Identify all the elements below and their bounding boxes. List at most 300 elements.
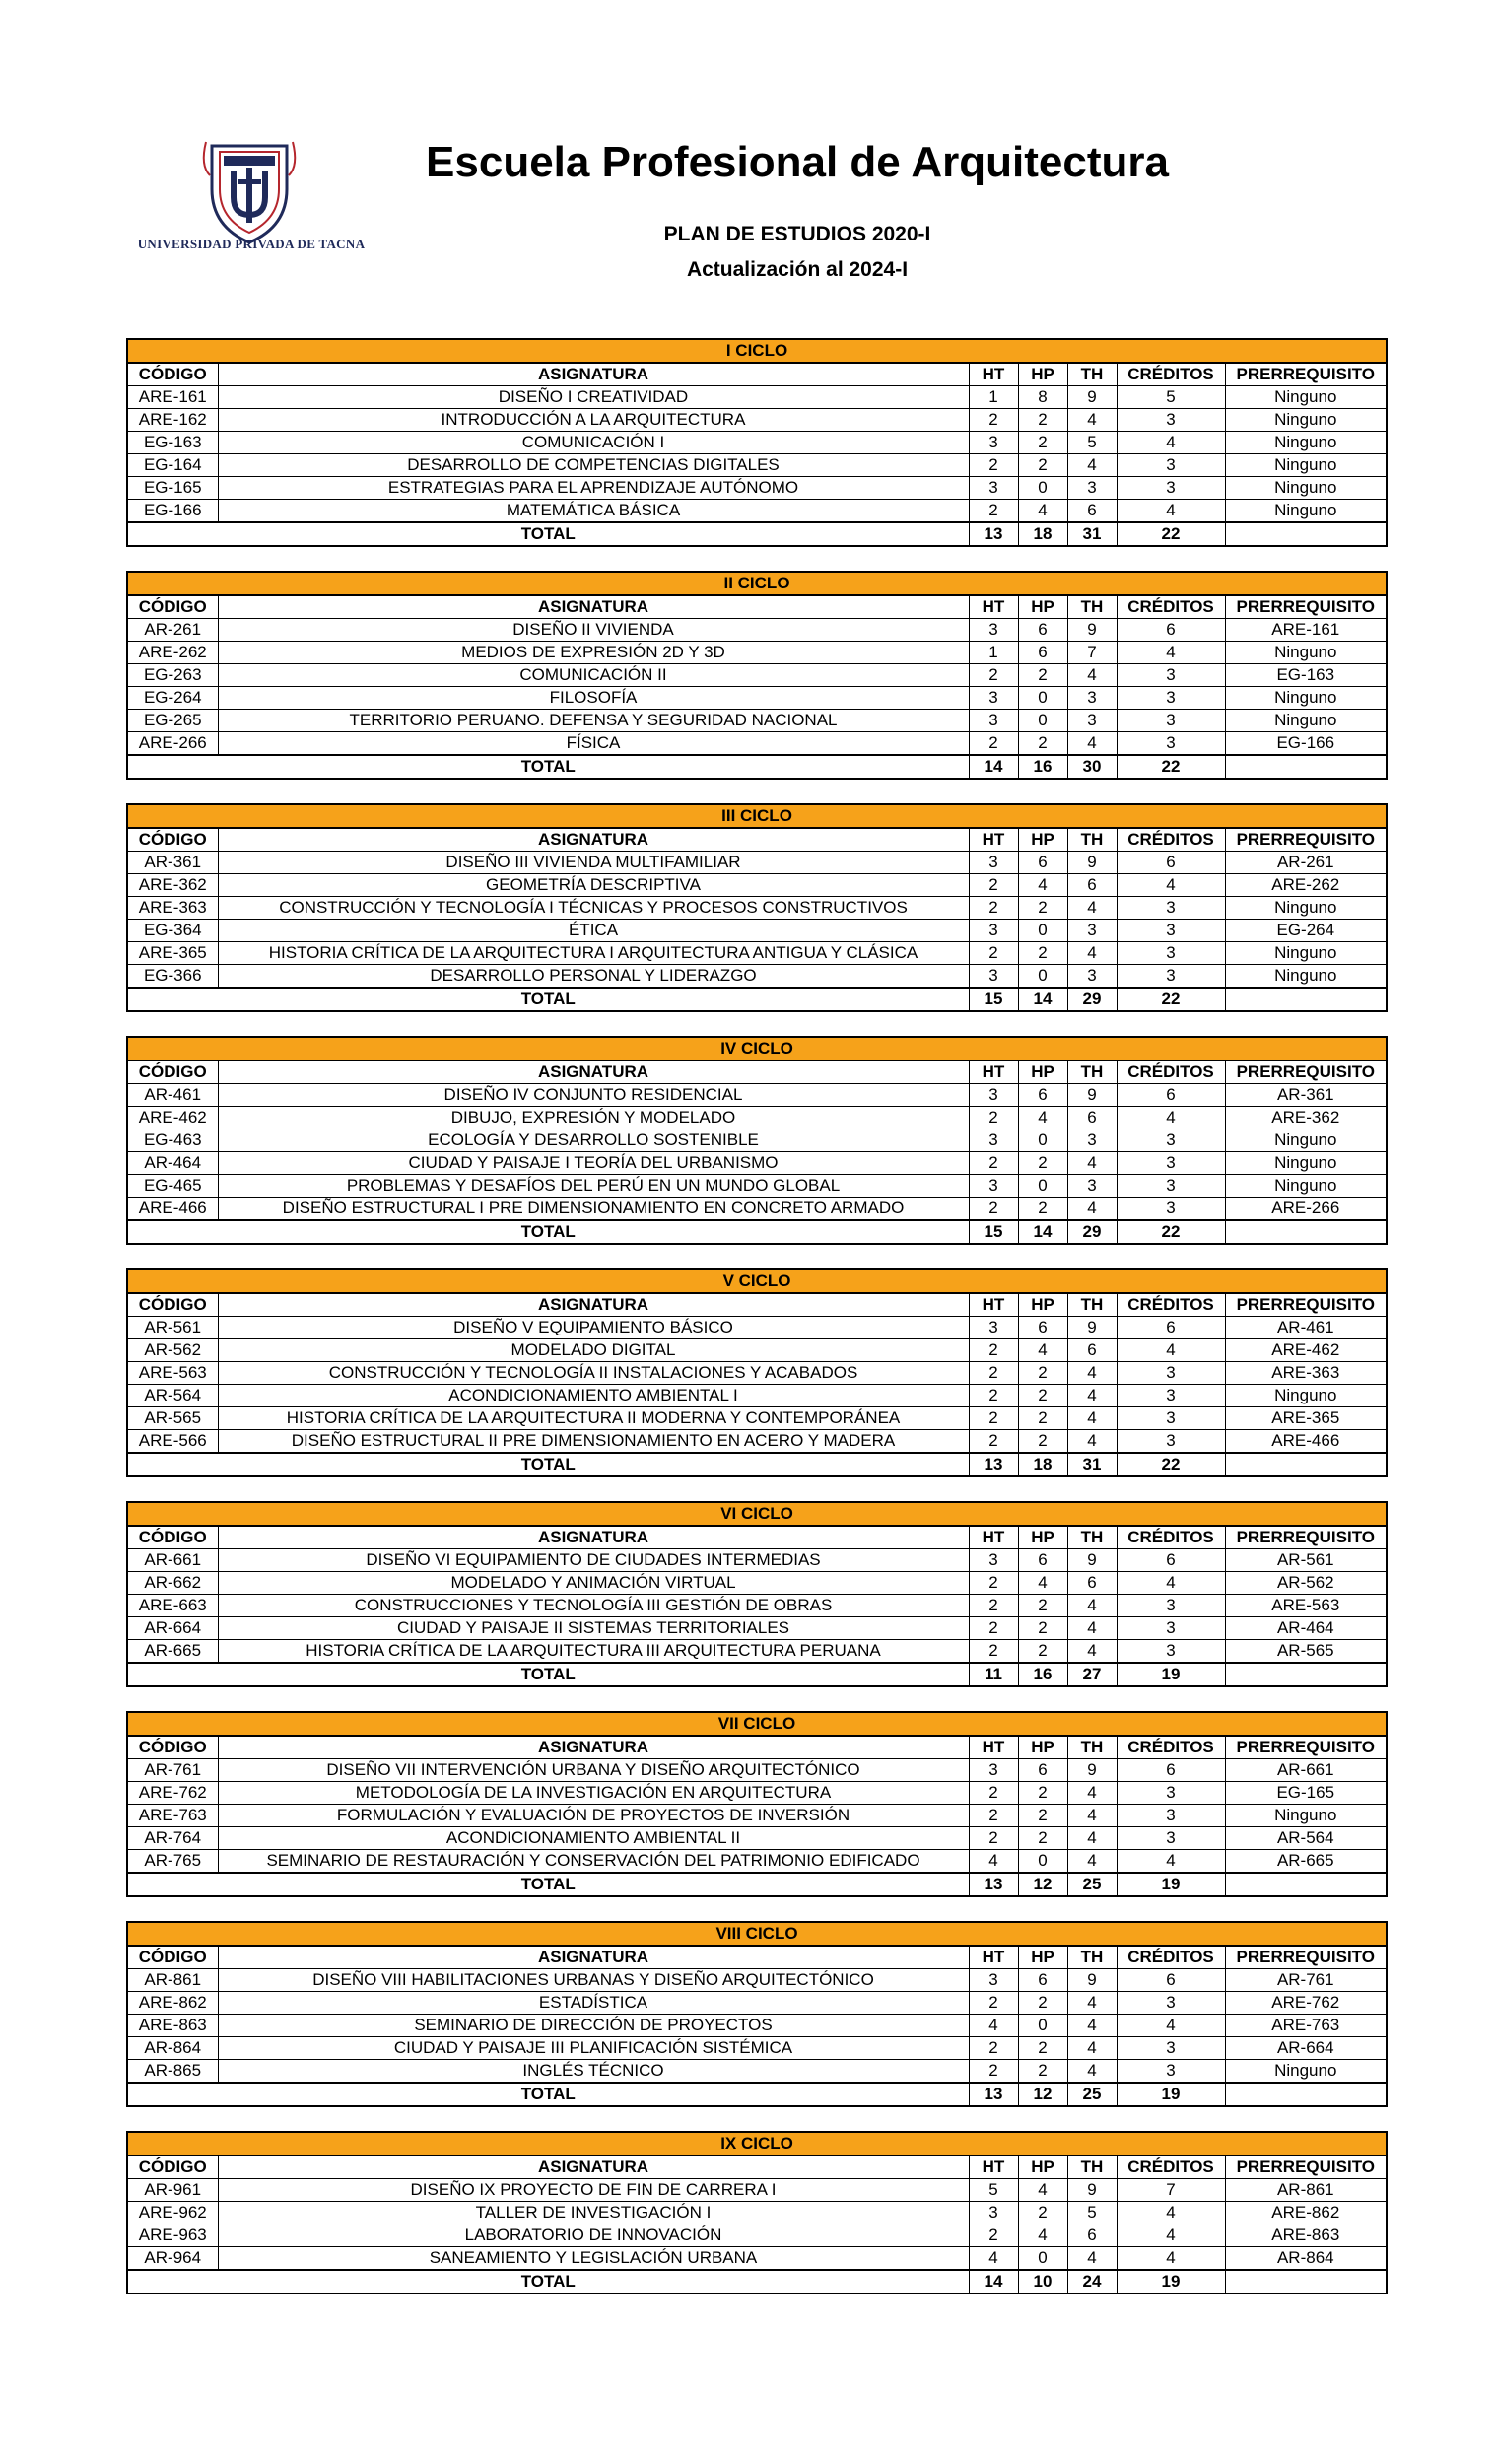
course-ht: 3	[969, 687, 1018, 710]
course-th: 3	[1067, 965, 1117, 989]
course-code: ARE-762	[127, 1782, 218, 1805]
col-header-hp: HP	[1018, 1526, 1067, 1549]
course-prereq: EG-163	[1225, 664, 1387, 687]
course-th: 4	[1067, 1407, 1117, 1430]
course-name: GEOMETRÍA DESCRIPTIVA	[218, 874, 969, 897]
course-code: AR-664	[127, 1617, 218, 1640]
course-name: FORMULACIÓN Y EVALUACIÓN DE PROYECTOS DE INVERSIÓN	[218, 1805, 969, 1827]
cycle-block	[126, 1921, 1386, 2107]
course-th: 9	[1067, 386, 1117, 409]
course-name: COMUNICACIÓN II	[218, 664, 969, 687]
course-hp: 4	[1018, 1572, 1067, 1595]
course-prereq: AR-761	[1225, 1969, 1387, 1992]
course-prereq: ARE-862	[1225, 2202, 1387, 2224]
total-hp: 14	[1018, 1220, 1067, 1244]
total-hp: 16	[1018, 1663, 1067, 1686]
table-row	[127, 2037, 1387, 2060]
course-prereq: ARE-262	[1225, 874, 1387, 897]
col-header-hp: HP	[1018, 1946, 1067, 1969]
course-hp: 2	[1018, 454, 1067, 477]
course-prereq: EG-264	[1225, 920, 1387, 942]
total-credits: 19	[1117, 2083, 1225, 2106]
total-ht: 13	[969, 1453, 1018, 1476]
cycle-table	[126, 571, 1388, 780]
course-credits: 4	[1117, 2202, 1225, 2224]
course-credits: 3	[1117, 1805, 1225, 1827]
course-name: ESTADÍSTICA	[218, 1992, 969, 2015]
course-code: ARE-162	[127, 409, 218, 432]
total-credits: 19	[1117, 2270, 1225, 2293]
course-hp: 2	[1018, 664, 1067, 687]
col-header-hp: HP	[1018, 2156, 1067, 2179]
total-credits: 22	[1117, 988, 1225, 1011]
course-ht: 2	[969, 664, 1018, 687]
course-code: ARE-365	[127, 942, 218, 965]
col-header-prereq: PRERREQUISITO	[1225, 1946, 1387, 1969]
course-prereq: EG-165	[1225, 1782, 1387, 1805]
course-credits: 3	[1117, 1430, 1225, 1454]
course-th: 4	[1067, 1362, 1117, 1385]
total-hp: 16	[1018, 755, 1067, 779]
course-ht: 3	[969, 1317, 1018, 1339]
col-header-prereq: PRERREQUISITO	[1225, 828, 1387, 852]
course-ht: 3	[969, 2202, 1018, 2224]
course-prereq: ARE-266	[1225, 1198, 1387, 1221]
col-header-code: CÓDIGO	[127, 1293, 218, 1317]
course-credits: 3	[1117, 942, 1225, 965]
course-ht: 2	[969, 1805, 1018, 1827]
table-row	[127, 1782, 1387, 1805]
table-row	[127, 965, 1387, 989]
table-row	[127, 2179, 1387, 2202]
course-prereq: Ninguno	[1225, 409, 1387, 432]
course-name: INGLÉS TÉCNICO	[218, 2060, 969, 2084]
course-code: EG-463	[127, 1129, 218, 1152]
course-hp: 2	[1018, 1827, 1067, 1850]
total-credits: 22	[1117, 1220, 1225, 1244]
table-row	[127, 2202, 1387, 2224]
col-header-code: CÓDIGO	[127, 363, 218, 386]
table-row	[127, 477, 1387, 500]
table-row	[127, 1992, 1387, 2015]
plan-title: PLAN DE ESTUDIOS 2020-I	[663, 223, 931, 245]
course-code: ARE-266	[127, 732, 218, 756]
total-ht: 13	[969, 1873, 1018, 1896]
course-th: 4	[1067, 1152, 1117, 1175]
course-hp: 4	[1018, 2224, 1067, 2247]
course-credits: 3	[1117, 2060, 1225, 2084]
total-row	[127, 522, 1387, 546]
col-header-prereq: PRERREQUISITO	[1225, 1061, 1387, 1084]
course-hp: 2	[1018, 1640, 1067, 1664]
course-name: ECOLOGÍA Y DESARROLLO SOSTENIBLE	[218, 1129, 969, 1152]
course-name: HISTORIA CRÍTICA DE LA ARQUITECTURA II MODERNA Y CONTEMPORÁNEA	[218, 1407, 969, 1430]
course-prereq: AR-561	[1225, 1549, 1387, 1572]
course-credits: 4	[1117, 1339, 1225, 1362]
course-ht: 2	[969, 1385, 1018, 1407]
course-code: ARE-466	[127, 1198, 218, 1221]
course-name: ACONDICIONAMIENTO AMBIENTAL I	[218, 1385, 969, 1407]
course-ht: 5	[969, 2179, 1018, 2202]
course-th: 3	[1067, 687, 1117, 710]
col-header-subject: ASIGNATURA	[218, 2156, 969, 2179]
course-th: 5	[1067, 2202, 1117, 2224]
col-header-th: TH	[1067, 1293, 1117, 1317]
course-ht: 3	[969, 965, 1018, 989]
course-prereq: ARE-365	[1225, 1407, 1387, 1430]
course-credits: 6	[1117, 1084, 1225, 1107]
column-header-row	[127, 1736, 1387, 1759]
course-th: 4	[1067, 1617, 1117, 1640]
total-label: TOTAL	[127, 2083, 969, 2106]
course-ht: 3	[969, 477, 1018, 500]
course-prereq: Ninguno	[1225, 942, 1387, 965]
total-ht: 11	[969, 1663, 1018, 1686]
course-hp: 4	[1018, 874, 1067, 897]
course-code: ARE-566	[127, 1430, 218, 1454]
course-credits: 3	[1117, 920, 1225, 942]
course-th: 4	[1067, 732, 1117, 756]
course-code: AR-361	[127, 852, 218, 874]
course-code: AR-464	[127, 1152, 218, 1175]
total-ht: 15	[969, 988, 1018, 1011]
table-row	[127, 2224, 1387, 2247]
course-ht: 2	[969, 2037, 1018, 2060]
col-header-th: TH	[1067, 828, 1117, 852]
course-hp: 2	[1018, 1362, 1067, 1385]
course-hp: 4	[1018, 1107, 1067, 1129]
total-th: 30	[1067, 755, 1117, 779]
col-header-th: TH	[1067, 1061, 1117, 1084]
course-ht: 2	[969, 2224, 1018, 2247]
course-code: ARE-462	[127, 1107, 218, 1129]
cycle-title: VIII CICLO	[127, 1922, 1387, 1946]
total-ht: 14	[969, 2270, 1018, 2293]
table-row	[127, 1362, 1387, 1385]
course-code: AR-861	[127, 1969, 218, 1992]
col-header-ht: HT	[969, 1293, 1018, 1317]
course-prereq: ARE-363	[1225, 1362, 1387, 1385]
course-hp: 2	[1018, 897, 1067, 920]
col-header-subject: ASIGNATURA	[218, 363, 969, 386]
total-ht: 13	[969, 522, 1018, 546]
cycle-title: I CICLO	[127, 339, 1387, 363]
course-code: AR-561	[127, 1317, 218, 1339]
course-name: DISEÑO IX PROYECTO DE FIN DE CARRERA I	[218, 2179, 969, 2202]
total-th: 24	[1067, 2270, 1117, 2293]
col-header-code: CÓDIGO	[127, 828, 218, 852]
total-row	[127, 1453, 1387, 1476]
col-header-hp: HP	[1018, 595, 1067, 619]
course-hp: 0	[1018, 477, 1067, 500]
course-ht: 4	[969, 2015, 1018, 2037]
course-prereq: AR-665	[1225, 1850, 1387, 1874]
col-header-prereq: PRERREQUISITO	[1225, 1293, 1387, 1317]
course-name: DISEÑO I CREATIVIDAD	[218, 386, 969, 409]
course-th: 4	[1067, 2015, 1117, 2037]
course-name: MODELADO DIGITAL	[218, 1339, 969, 1362]
course-code: AR-261	[127, 619, 218, 642]
course-prereq: AR-361	[1225, 1084, 1387, 1107]
course-prereq: Ninguno	[1225, 2060, 1387, 2084]
cycle-block	[126, 803, 1386, 1012]
cycle-block	[126, 1501, 1386, 1687]
course-hp: 2	[1018, 1430, 1067, 1454]
course-prereq: Ninguno	[1225, 965, 1387, 989]
course-name: DISEÑO VI EQUIPAMIENTO DE CIUDADES INTERMEDIAS	[218, 1549, 969, 1572]
total-th: 29	[1067, 988, 1117, 1011]
course-hp: 2	[1018, 1152, 1067, 1175]
cycle-block	[126, 2131, 1386, 2294]
course-name: SEMINARIO DE DIRECCIÓN DE PROYECTOS	[218, 2015, 969, 2037]
course-prereq: AR-564	[1225, 1827, 1387, 1850]
course-ht: 2	[969, 1572, 1018, 1595]
course-th: 4	[1067, 1430, 1117, 1454]
col-header-code: CÓDIGO	[127, 1736, 218, 1759]
page-header	[0, 0, 1496, 325]
table-row	[127, 619, 1387, 642]
col-header-ht: HT	[969, 828, 1018, 852]
course-credits: 5	[1117, 386, 1225, 409]
table-row	[127, 1640, 1387, 1664]
course-name: DISEÑO III VIVIENDA MULTIFAMILIAR	[218, 852, 969, 874]
course-credits: 6	[1117, 1759, 1225, 1782]
course-ht: 2	[969, 1407, 1018, 1430]
course-name: DESARROLLO PERSONAL Y LIDERAZGO	[218, 965, 969, 989]
course-name: DISEÑO VII INTERVENCIÓN URBANA Y DISEÑO ARQUITECTÓNICO	[218, 1759, 969, 1782]
course-name: COMUNICACIÓN I	[218, 432, 969, 454]
table-row	[127, 1317, 1387, 1339]
col-header-subject: ASIGNATURA	[218, 828, 969, 852]
course-name: INTRODUCCIÓN A LA ARQUITECTURA	[218, 409, 969, 432]
col-header-hp: HP	[1018, 1293, 1067, 1317]
cycle-title: VI CICLO	[127, 1502, 1387, 1526]
course-prereq: ARE-161	[1225, 619, 1387, 642]
course-code: ARE-362	[127, 874, 218, 897]
course-name: ÉTICA	[218, 920, 969, 942]
total-credits: 22	[1117, 1453, 1225, 1476]
col-header-th: TH	[1067, 2156, 1117, 2179]
course-ht: 2	[969, 454, 1018, 477]
course-th: 4	[1067, 454, 1117, 477]
course-hp: 6	[1018, 619, 1067, 642]
course-th: 9	[1067, 2179, 1117, 2202]
table-row	[127, 897, 1387, 920]
course-hp: 0	[1018, 1175, 1067, 1198]
course-th: 4	[1067, 1385, 1117, 1407]
col-header-code: CÓDIGO	[127, 1946, 218, 1969]
course-name: CIUDAD Y PAISAJE II SISTEMAS TERRITORIALES	[218, 1617, 969, 1640]
table-row	[127, 1617, 1387, 1640]
col-header-code: CÓDIGO	[127, 595, 218, 619]
total-row	[127, 2083, 1387, 2106]
col-header-credits: CRÉDITOS	[1117, 2156, 1225, 2179]
table-row	[127, 942, 1387, 965]
table-row	[127, 1385, 1387, 1407]
course-th: 4	[1067, 897, 1117, 920]
course-name: CIUDAD Y PAISAJE III PLANIFICACIÓN SISTÉMICA	[218, 2037, 969, 2060]
course-th: 5	[1067, 432, 1117, 454]
course-credits: 3	[1117, 1407, 1225, 1430]
course-hp: 2	[1018, 2202, 1067, 2224]
course-hp: 2	[1018, 1385, 1067, 1407]
table-row	[127, 1572, 1387, 1595]
course-ht: 3	[969, 619, 1018, 642]
col-header-hp: HP	[1018, 363, 1067, 386]
col-header-subject: ASIGNATURA	[218, 1736, 969, 1759]
total-label: TOTAL	[127, 522, 969, 546]
course-code: EG-465	[127, 1175, 218, 1198]
course-code: ARE-663	[127, 1595, 218, 1617]
cycle-title: III CICLO	[127, 804, 1387, 828]
total-empty	[1225, 1220, 1387, 1244]
table-row	[127, 852, 1387, 874]
course-prereq: Ninguno	[1225, 454, 1387, 477]
table-row	[127, 432, 1387, 454]
course-credits: 3	[1117, 1992, 1225, 2015]
course-prereq: Ninguno	[1225, 500, 1387, 523]
course-prereq: ARE-563	[1225, 1595, 1387, 1617]
cycle-block	[126, 1036, 1386, 1245]
col-header-th: TH	[1067, 363, 1117, 386]
course-ht: 2	[969, 1198, 1018, 1221]
col-header-ht: HT	[969, 1526, 1018, 1549]
course-credits: 4	[1117, 874, 1225, 897]
course-credits: 3	[1117, 1152, 1225, 1175]
total-row	[127, 988, 1387, 1011]
col-header-code: CÓDIGO	[127, 2156, 218, 2179]
course-th: 7	[1067, 642, 1117, 664]
course-th: 4	[1067, 409, 1117, 432]
course-credits: 3	[1117, 1129, 1225, 1152]
course-code: AR-661	[127, 1549, 218, 1572]
course-th: 6	[1067, 1339, 1117, 1362]
cycle-title-row	[127, 1922, 1387, 1946]
table-row	[127, 2015, 1387, 2037]
course-prereq: ARE-466	[1225, 1430, 1387, 1454]
table-row	[127, 1107, 1387, 1129]
course-name: DISEÑO ESTRUCTURAL I PRE DIMENSIONAMIENTO EN CONCRETO ARMADO	[218, 1198, 969, 1221]
course-credits: 6	[1117, 619, 1225, 642]
table-row	[127, 920, 1387, 942]
table-row	[127, 1805, 1387, 1827]
course-ht: 4	[969, 2247, 1018, 2271]
course-hp: 8	[1018, 386, 1067, 409]
course-name: MEDIOS DE EXPRESIÓN 2D Y 3D	[218, 642, 969, 664]
col-header-prereq: PRERREQUISITO	[1225, 363, 1387, 386]
course-name: DISEÑO ESTRUCTURAL II PRE DIMENSIONAMIENTO EN ACERO Y MADERA	[218, 1430, 969, 1454]
col-header-prereq: PRERREQUISITO	[1225, 595, 1387, 619]
course-th: 3	[1067, 1129, 1117, 1152]
col-header-credits: CRÉDITOS	[1117, 1061, 1225, 1084]
course-th: 9	[1067, 1084, 1117, 1107]
course-code: EG-364	[127, 920, 218, 942]
course-credits: 3	[1117, 1198, 1225, 1221]
total-th: 31	[1067, 522, 1117, 546]
cycle-title: VII CICLO	[127, 1712, 1387, 1736]
course-hp: 0	[1018, 920, 1067, 942]
course-prereq: AR-864	[1225, 2247, 1387, 2271]
course-th: 3	[1067, 710, 1117, 732]
course-th: 9	[1067, 1759, 1117, 1782]
course-code: ARE-863	[127, 2015, 218, 2037]
course-hp: 4	[1018, 2179, 1067, 2202]
table-row	[127, 1339, 1387, 1362]
course-credits: 4	[1117, 1107, 1225, 1129]
course-code: AR-765	[127, 1850, 218, 1874]
course-hp: 0	[1018, 2015, 1067, 2037]
course-hp: 2	[1018, 432, 1067, 454]
plan-update: Actualización al 2024-I	[686, 258, 909, 281]
total-row	[127, 755, 1387, 779]
cycle-title-row	[127, 804, 1387, 828]
table-row	[127, 1152, 1387, 1175]
table-row	[127, 1969, 1387, 1992]
col-header-ht: HT	[969, 363, 1018, 386]
total-row	[127, 2270, 1387, 2293]
col-header-hp: HP	[1018, 828, 1067, 852]
course-name: METODOLOGÍA DE LA INVESTIGACIÓN EN ARQUITECTURA	[218, 1782, 969, 1805]
total-hp: 18	[1018, 522, 1067, 546]
col-header-prereq: PRERREQUISITO	[1225, 1526, 1387, 1549]
column-header-row	[127, 363, 1387, 386]
course-credits: 3	[1117, 965, 1225, 989]
col-header-subject: ASIGNATURA	[218, 595, 969, 619]
course-th: 6	[1067, 500, 1117, 523]
course-code: EG-163	[127, 432, 218, 454]
col-header-code: CÓDIGO	[127, 1061, 218, 1084]
course-ht: 2	[969, 897, 1018, 920]
course-name: MODELADO Y ANIMACIÓN VIRTUAL	[218, 1572, 969, 1595]
cycle-table	[126, 1921, 1388, 2107]
course-th: 4	[1067, 1198, 1117, 1221]
course-hp: 0	[1018, 1129, 1067, 1152]
course-hp: 6	[1018, 1969, 1067, 1992]
cycle-block	[126, 1711, 1386, 1897]
col-header-credits: CRÉDITOS	[1117, 1526, 1225, 1549]
col-header-subject: ASIGNATURA	[218, 1946, 969, 1969]
course-prereq: Ninguno	[1225, 386, 1387, 409]
course-code: ARE-363	[127, 897, 218, 920]
course-credits: 3	[1117, 732, 1225, 756]
course-hp: 6	[1018, 1759, 1067, 1782]
course-code: AR-961	[127, 2179, 218, 2202]
course-ht: 3	[969, 1084, 1018, 1107]
total-row	[127, 1663, 1387, 1686]
course-th: 4	[1067, 1595, 1117, 1617]
course-hp: 2	[1018, 2037, 1067, 2060]
course-th: 9	[1067, 1549, 1117, 1572]
course-code: ARE-763	[127, 1805, 218, 1827]
course-th: 9	[1067, 619, 1117, 642]
course-th: 4	[1067, 2037, 1117, 2060]
col-header-credits: CRÉDITOS	[1117, 1293, 1225, 1317]
course-hp: 6	[1018, 1549, 1067, 1572]
cycle-block	[126, 571, 1386, 780]
total-empty	[1225, 755, 1387, 779]
course-prereq: ARE-362	[1225, 1107, 1387, 1129]
course-prereq: Ninguno	[1225, 477, 1387, 500]
course-code: ARE-962	[127, 2202, 218, 2224]
total-th: 25	[1067, 2083, 1117, 2106]
course-name: TERRITORIO PERUANO. DEFENSA Y SEGURIDAD NACIONAL	[218, 710, 969, 732]
course-credits: 4	[1117, 2247, 1225, 2271]
study-plan	[126, 338, 1386, 2318]
total-hp: 12	[1018, 2083, 1067, 2106]
course-ht: 2	[969, 1430, 1018, 1454]
course-ht: 2	[969, 2060, 1018, 2084]
total-credits: 22	[1117, 522, 1225, 546]
